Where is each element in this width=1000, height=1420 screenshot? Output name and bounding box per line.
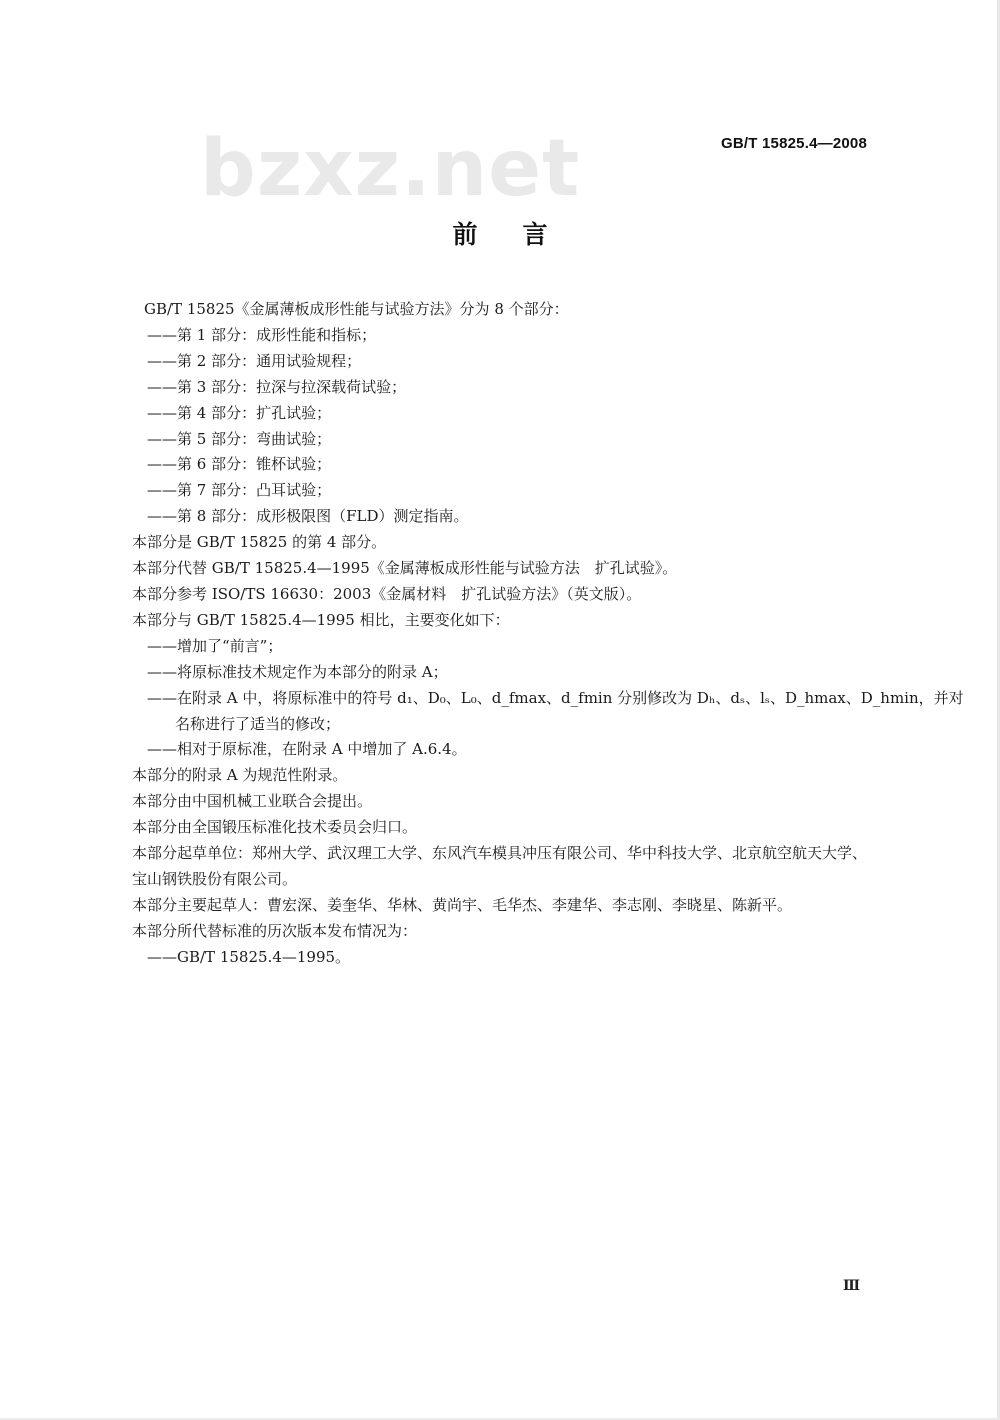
paragraph-reference: 本部分参考 ISO/TS 16630：2003《金属材料 扩孔试验方法》（英文版）。 bbox=[132, 584, 642, 603]
list-item-part-6: ——第 6 部分：锥杯试验； bbox=[147, 455, 332, 474]
paragraph-annex: 本部分的附录 A 为规范性附录。 bbox=[132, 766, 348, 785]
list-item-part-7: ——第 7 部分：凸耳试验； bbox=[147, 481, 332, 500]
paragraph-history-intro: 本部分所代替标准的历次版本发布情况为： bbox=[132, 921, 418, 940]
list-item-part-4: ——第 4 部分：扩孔试验； bbox=[147, 403, 332, 422]
standard-number: GB/T 15825.4—2008 bbox=[721, 135, 867, 152]
watermark: bzxz.net bbox=[200, 124, 581, 214]
foreword-body bbox=[132, 297, 964, 971]
list-item-change-2: ——将原标准技术规定作为本部分的附录 A； bbox=[147, 662, 448, 681]
page-title: 前言 bbox=[452, 220, 593, 249]
list-item-change-4: ——相对于原标准，在附录 A 中增加了 A.6.4。 bbox=[147, 740, 467, 759]
list-item-change-3: ——在附录 A 中，将原标准中的符号 d₁、D₀、L₀、d_fmax、d_fmin 分别修改为 Dₕ、dₛ、lₛ、D_hmax、D_hmin，并对 bbox=[147, 688, 964, 707]
list-item-part-3: ——第 3 部分：拉深与拉深载荷试验； bbox=[147, 377, 407, 396]
page-number: Ⅲ bbox=[843, 1278, 861, 1294]
paragraph-part-number: 本部分是 GB/T 15825 的第 4 部分。 bbox=[132, 533, 387, 552]
list-item-history-1: ——GB/T 15825.4—1995。 bbox=[147, 947, 351, 966]
list-item-part-5: ——第 5 部分：弯曲试验； bbox=[147, 429, 332, 448]
list-item-part-2: ——第 2 部分：通用试验规程； bbox=[147, 351, 362, 370]
list-item-part-8: ——第 8 部分：成形极限图（FLD）测定指南。 bbox=[147, 507, 469, 526]
paragraph-changes-intro: 本部分与 GB/T 15825.4—1995 相比，主要变化如下： bbox=[132, 610, 510, 629]
paragraph-proposed-by: 本部分由中国机械工业联合会提出。 bbox=[132, 792, 373, 811]
paragraph-drafting-units: 本部分起草单位：郑州大学、武汉理工大学、东风汽车模具冲压有限公司、华中科技大学、北京航空航天大学、宝山钢铁股份有限公司。 bbox=[132, 844, 868, 888]
paragraph-drafters: 本部分主要起草人：曹宏深、姜奎华、华林、黄尚宇、毛华杰、李建华、李志刚、李晓星、陈新平。 bbox=[132, 895, 793, 914]
list-item-change-1: ——增加了“前言”； bbox=[147, 636, 283, 655]
list-item-change-3-continued: 名称进行了适当的修改； bbox=[175, 714, 341, 733]
paragraph-parts-intro: GB/T 15825《金属薄板成形性能与试验方法》分为 8 个部分： bbox=[144, 300, 569, 318]
paragraph-replaces: 本部分代替 GB/T 15825.4—1995《金属薄板成形性能与试验方法 扩孔试验》。 bbox=[132, 559, 678, 578]
paragraph-managed-by: 本部分由全国锻压标准化技术委员会归口。 bbox=[132, 818, 418, 837]
list-item-part-1: ——第 1 部分：成形性能和指标； bbox=[147, 325, 377, 344]
